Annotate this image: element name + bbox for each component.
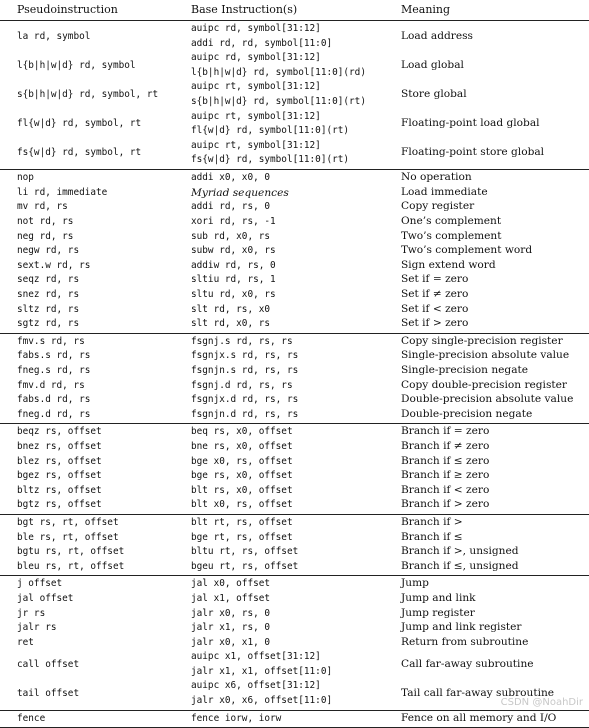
pseudo-cell: fmv.d rd, rs [17, 379, 85, 391]
table-row [0, 516, 589, 531]
meaning-cell: Return from subroutine [401, 635, 529, 648]
table-row [0, 378, 589, 393]
pseudo-cell: bgt rs, rt, offset [17, 517, 119, 529]
meaning-cell: Load global [401, 58, 464, 71]
meaning-cell: Fence on all memory and I/O [401, 711, 557, 724]
table-row [0, 440, 589, 455]
table-row [0, 636, 589, 651]
base-instruction-cell: fl{w|d} rd, symbol[11:0](rt) [191, 125, 350, 137]
group-divider [0, 710, 589, 711]
meaning-cell: Sign extend word [401, 258, 496, 271]
base-instruction-cell: blt rs, x0, offset [191, 484, 293, 496]
pseudo-cell: fs{w|d} rd, symbol, rt [17, 147, 142, 159]
meaning-cell: Branch if ≠ zero [401, 440, 490, 453]
pseudo-cell: bgtz rs, offset [17, 499, 102, 511]
base-instruction-cell: bne rs, x0, offset [191, 441, 293, 453]
table-row [0, 215, 589, 230]
meaning-cell: Set if > zero [401, 317, 469, 330]
base-instruction-cell: auipc x1, offset[31:12] [191, 651, 321, 663]
base-instruction-cell: s{b|h|w|d} rd, symbol[11:0](rt) [191, 95, 366, 107]
pseudo-cell: ret [17, 636, 34, 648]
table-row [0, 469, 589, 484]
meaning-cell: Load address [401, 29, 473, 42]
pseudo-cell: fmv.s rd, rs [17, 335, 85, 347]
base-instruction-cell: jalr x0, rs, 0 [191, 607, 271, 619]
pseudo-cell: blez rs, offset [17, 455, 102, 467]
header-base-instructions: Base Instruction(s) [191, 3, 298, 16]
pseudo-cell: fabs.s rd, rs [17, 350, 91, 362]
meaning-cell: Branch if ≤ [401, 530, 463, 543]
base-instruction-cell: blt rt, rs, offset [191, 517, 293, 529]
meaning-cell: Branch if ≤ zero [401, 454, 490, 467]
meaning-cell: Store global [401, 87, 467, 100]
pseudo-cell: sltz rd, rs [17, 303, 80, 315]
meaning-cell: Branch if > zero [401, 498, 490, 511]
meaning-cell: Jump and link register [401, 621, 522, 634]
pseudo-cell: fneg.d rd, rs [17, 408, 91, 420]
base-instruction-cell: bltu rt, rs, offset [191, 546, 299, 558]
base-instruction-cell: xori rd, rs, -1 [191, 216, 276, 228]
meaning-cell: Double-precision negate [401, 407, 533, 420]
table-row [0, 186, 589, 201]
base-instruction-cell: auipc rt, symbol[31:12] [191, 110, 321, 122]
pseudo-cell: bgez rs, offset [17, 470, 102, 482]
meaning-cell: Two’s complement word [401, 244, 533, 257]
table-row [0, 229, 589, 244]
meaning-cell: Call far-away subroutine [401, 657, 534, 670]
table-row [0, 302, 589, 317]
meaning-cell: Branch if ≤, unsigned [401, 559, 519, 572]
table-row [0, 80, 589, 109]
pseudo-cell: call offset [17, 658, 80, 670]
pseudo-cell: jalr rs [17, 622, 57, 634]
table-row [0, 408, 589, 423]
table-row [0, 200, 589, 215]
pseudo-cell: sgtz rd, rs [17, 318, 80, 330]
base-instruction-cell: fsgnjx.d rd, rs, rs [191, 394, 299, 406]
table-row [0, 22, 589, 51]
table-row [0, 621, 589, 636]
table-row [0, 454, 589, 469]
base-instruction-cell: fsgnjn.d rd, rs, rs [191, 408, 299, 420]
meaning-cell: No operation [401, 171, 472, 184]
base-instruction-cell: subw rd, x0, rs [191, 245, 276, 257]
meaning-cell: Copy register [401, 200, 475, 213]
group-divider [0, 575, 589, 576]
pseudo-cell: ble rs, rt, offset [17, 531, 119, 543]
pseudo-cell: fneg.s rd, rs [17, 365, 91, 377]
meaning-cell: Set if = zero [401, 273, 469, 286]
table-row [0, 288, 589, 303]
table-row [0, 650, 589, 679]
meaning-cell: Set if < zero [401, 302, 469, 315]
pseudo-cell: bgtu rs, rt, offset [17, 546, 125, 558]
header-meaning: Meaning [401, 3, 451, 16]
meaning-cell: Tail call far-away subroutine [401, 686, 555, 699]
base-instruction-cell: auipc rt, symbol[31:12] [191, 81, 321, 93]
pseudo-cell: li rd, immediate [17, 186, 108, 198]
table-row [0, 244, 589, 259]
meaning-cell: Jump [401, 577, 429, 590]
pseudo-cell: nop [17, 172, 34, 184]
table-row [0, 530, 589, 545]
header-rule [0, 20, 589, 21]
table-row [0, 317, 589, 332]
meaning-cell: One’s complement [401, 215, 502, 228]
base-instruction-cell: sltiu rd, rs, 1 [191, 274, 276, 286]
base-instruction-cell: slt rd, x0, rs [191, 318, 271, 330]
base-instruction-cell: bgeu rt, rs, offset [191, 560, 299, 572]
base-instruction-cell: addi rd, rs, 0 [191, 201, 271, 213]
base-instruction-cell: fence iorw, iorw [191, 712, 282, 724]
base-instruction-cell: addi rd, rd, symbol[11:0] [191, 37, 333, 49]
header-pseudoinstruction: Pseudoinstruction [17, 3, 118, 16]
table-row [0, 592, 589, 607]
base-instruction-cell: jalr x0, x6, offset[11:0] [191, 694, 333, 706]
table-row [0, 259, 589, 274]
pseudo-cell: beqz rs, offset [17, 426, 102, 438]
group-divider [0, 514, 589, 515]
base-instruction-cell: fs{w|d} rd, symbol[11:0](rt) [191, 154, 350, 166]
base-instruction-cell: addiw rd, rs, 0 [191, 259, 276, 271]
table-row [0, 273, 589, 288]
table-row [0, 171, 589, 186]
base-instruction-cell: auipc rt, symbol[31:12] [191, 139, 321, 151]
meaning-cell: Branch if ≥ zero [401, 469, 490, 482]
pseudo-cell: fence [17, 712, 46, 724]
meaning-cell: Jump register [401, 606, 475, 619]
pseudo-cell: sext.w rd, rs [17, 259, 91, 271]
table-row [0, 51, 589, 80]
base-instruction-cell: beq rs, x0, offset [191, 426, 293, 438]
table-row [0, 110, 589, 139]
base-instruction-cell: bge x0, rs, offset [191, 455, 293, 467]
pseudo-cell: bltz rs, offset [17, 484, 102, 496]
pseudo-cell: jal offset [17, 593, 74, 605]
meaning-cell: Branch if >, unsigned [401, 545, 519, 558]
pseudo-cell: j offset [17, 578, 63, 590]
base-instruction-cell: Myriad sequences [191, 186, 289, 199]
pseudo-cell: not rd, rs [17, 216, 74, 228]
table-row [0, 545, 589, 560]
base-instruction-cell: bge rs, x0, offset [191, 470, 293, 482]
pseudo-cell: tail offset [17, 687, 80, 699]
table-row [0, 425, 589, 440]
pseudo-cell: negw rd, rs [17, 245, 80, 257]
pseudo-cell: seqz rd, rs [17, 274, 80, 286]
meaning-cell: Branch if > [401, 516, 463, 529]
base-instruction-cell: jal x0, offset [191, 578, 271, 590]
table-row [0, 139, 589, 168]
meaning-cell: Copy single-precision register [401, 334, 563, 347]
base-instruction-cell: fsgnj.d rd, rs, rs [191, 379, 293, 391]
group-divider [0, 169, 589, 170]
meaning-cell: Single-precision absolute value [401, 349, 570, 362]
meaning-cell: Jump and link [401, 592, 476, 605]
table-row [0, 364, 589, 379]
base-instruction-cell: l{b|h|w|d} rd, symbol[11:0](rd) [191, 66, 366, 78]
table-row [0, 335, 589, 350]
base-instruction-cell: sub rd, x0, rs [191, 230, 271, 242]
base-instruction-cell: jalr x0, x1, 0 [191, 636, 271, 648]
base-instruction-cell: slt rd, rs, x0 [191, 303, 271, 315]
table-row [0, 349, 589, 364]
meaning-cell: Floating-point store global [401, 146, 545, 159]
pseudo-cell: fl{w|d} rd, symbol, rt [17, 118, 142, 130]
meaning-cell: Single-precision negate [401, 364, 529, 377]
base-instruction-cell: jalr x1, x1, offset[11:0] [191, 665, 333, 677]
meaning-cell: Set if ≠ zero [401, 288, 469, 301]
pseudo-cell: s{b|h|w|d} rd, symbol, rt [17, 88, 159, 100]
table-row [0, 498, 589, 513]
base-instruction-cell: addi x0, x0, 0 [191, 172, 271, 184]
meaning-cell: Floating-point load global [401, 117, 540, 130]
group-divider [0, 423, 589, 424]
base-instruction-cell: bge rt, rs, offset [191, 531, 293, 543]
table-row [0, 577, 589, 592]
pseudo-cell: snez rd, rs [17, 289, 80, 301]
meaning-cell: Branch if = zero [401, 425, 490, 438]
table-row [0, 484, 589, 499]
meaning-cell: Copy double-precision register [401, 378, 567, 391]
meaning-cell: Two’s complement [401, 229, 502, 242]
pseudo-cell: bleu rs, rt, offset [17, 560, 125, 572]
pseudo-cell: l{b|h|w|d} rd, symbol [17, 59, 136, 71]
base-instruction-cell: blt x0, rs, offset [191, 499, 293, 511]
base-instruction-cell: jal x1, offset [191, 593, 271, 605]
pseudo-cell: jr rs [17, 607, 46, 619]
pseudo-cell: neg rd, rs [17, 230, 74, 242]
table-row [0, 606, 589, 621]
pseudo-cell: fabs.d rd, rs [17, 394, 91, 406]
pseudo-cell: la rd, symbol [17, 30, 91, 42]
base-instruction-cell: jalr x1, rs, 0 [191, 622, 271, 634]
base-instruction-cell: auipc rd, symbol[31:12] [191, 52, 321, 64]
pseudo-cell: mv rd, rs [17, 201, 68, 213]
pseudo-cell: bnez rs, offset [17, 441, 102, 453]
base-instruction-cell: sltu rd, x0, rs [191, 289, 276, 301]
watermark: CSDN @NoahDir [500, 697, 583, 708]
base-instruction-cell: auipc rd, symbol[31:12] [191, 23, 321, 34]
base-instruction-cell: fsgnj.s rd, rs, rs [191, 335, 293, 347]
meaning-cell: Branch if < zero [401, 483, 490, 496]
table-row [0, 560, 589, 575]
base-instruction-cell: auipc x6, offset[31:12] [191, 680, 321, 692]
meaning-cell: Double-precision absolute value [401, 393, 574, 406]
table-row [0, 393, 589, 408]
meaning-cell: Load immediate [401, 185, 488, 198]
base-instruction-cell: fsgnjn.s rd, rs, rs [191, 365, 299, 377]
base-instruction-cell: fsgnjx.s rd, rs, rs [191, 350, 299, 362]
group-divider [0, 333, 589, 334]
table-header [0, 0, 589, 20]
